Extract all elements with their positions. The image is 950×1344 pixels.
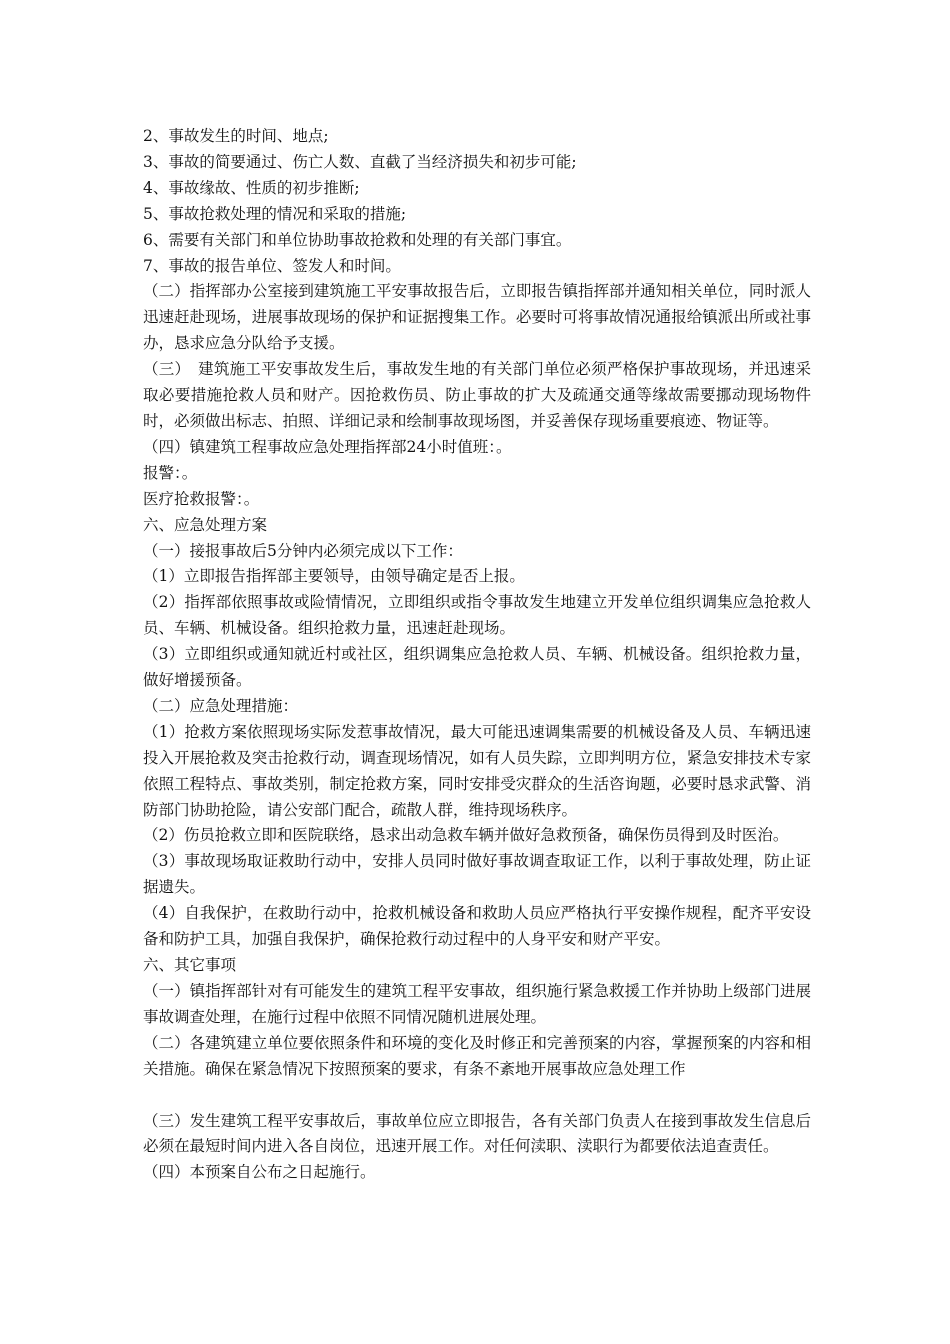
paragraph-duty-phone: （四）镇建筑工程事故应急处理指挥部24小时值班：。	[143, 437, 512, 456]
paragraph-scene-protection: （三） 建筑施工平安事故发生后，事故发生地的有关部门单位必须严格保护事故现场，并迅速采取必要措施抢救人员和财产。因抢救伤员、防止事故的扩大及疏通交通等缘故需要挪动现场物件时，必须做出标志、拍照、详细记录和绘制事故现场图，并妥善保存现场重要痕迹、物证等。	[143, 360, 811, 430]
report-item-2: 2、事故发生的时间、地点;	[143, 127, 329, 145]
blank-line	[143, 1083, 811, 1109]
paragraph-medical-phone: 医疗抢救报警：。	[143, 489, 260, 508]
document-page	[143, 124, 811, 1186]
paragraph-other-4: （四）本预案自公布之日起施行。	[143, 1163, 376, 1182]
report-item-4: 4、事故缘故、性质的初步推断;	[143, 178, 360, 197]
paragraph-office-report: （二）指挥部办公室接到建筑施工平安事故报告后，立即报告镇指挥部并通知相关单位，同时派人迅速赶赴现场，进展事故现场的保护和证据搜集工作。必要时可将事故情况通报给镇派出所或社事办，恳求应急分队给予支援。	[143, 282, 811, 353]
paragraph-other-3: （三）发生建筑工程平安事故后，事故单位应立即报告，各有关部门负责人在接到事故发生信息后必须在最短时间内进入各自岗位，迅速开展工作。对任何渎职、渎职行为都要依法追查责任。	[143, 1111, 811, 1156]
report-item-7: 7、事故的报告单位、签发人和时间。	[143, 256, 401, 275]
paragraph-step-2: （2）指挥部依照事故或险情情况，立即组织或指令事故发生地建立开发单位组织调集应急抢救人员、车辆、机械设备。组织抢救力量，迅速赶赴现场。	[143, 593, 811, 638]
paragraph-measure-3: （3）事故现场取证救助行动中，安排人员同时做好事故调查取证工作，以利于事故处理，防止证据遗失。	[143, 852, 811, 897]
paragraph-measure-2: （2）伤员抢救立即和医院联络，恳求出动急救车辆并做好急救预备，确保伤员得到及时医治。	[143, 826, 789, 845]
paragraph-step-3: （3）立即组织或通知就近村或社区，组织调集应急抢救人员、车辆、机械设备。组织抢救力量，做好增援预备。	[143, 645, 811, 690]
paragraph-police-phone: 报警：。	[143, 463, 198, 482]
paragraph-measure-1: （1）抢救方案依照现场实际发惹事故情况，最大可能迅速调集需要的机械设备及人员、车辆迅速投入开展抢救及突击抢救行动，调查现场情况，如有人员失踪，立即判明方位，紧急安排技术专家依照工程特点、事故类别，制定抢救方案，同时安排受灾群众的生活咨询题，必要时恳求武警、消防部门协助抢险，请公安部门配合，疏散人群，维持现场秩序。	[143, 722, 811, 819]
paragraph-measure-4: （4）自我保护，在救助行动中，抢救机械设备和救助人员应严格执行平安操作规程，配齐平安设备和防护工具，加强自我保护，确保抢救行动过程中的人身平安和财产平安。	[143, 904, 811, 949]
section-heading-other: 六、其它事项	[143, 956, 237, 974]
report-item-3: 3、事故的简要通过、伤亡人数、直截了当经济损失和初步可能;	[143, 152, 577, 171]
section-heading-emergency-plan: 六、应急处理方案	[143, 515, 268, 534]
paragraph-other-2: （二）各建筑建立单位要依照条件和环境的变化及时修正和完善预案的内容，掌握预案的内容和相关措施。确保在紧急情况下按照预案的要求，有条不紊地开展事故应急处理工作	[143, 1033, 811, 1078]
report-item-6: 6、需要有关部门和单位协助事故抢救和处理的有关部门事宜。	[143, 230, 572, 249]
subheading-measures: （二）应急处理措施：	[143, 696, 299, 715]
report-item-5: 5、事故抢救处理的情况和采取的措施;	[143, 204, 407, 223]
paragraph-other-1: （一）镇指挥部针对有可能发生的建筑工程平安事故，组织施行紧急救援工作并协助上级部门进展事故调查处理，在施行过程中依照不同情况随机进展处理。	[143, 981, 811, 1026]
paragraph-five-minutes: （一）接报事故后5分钟内必须完成以下工作：	[143, 541, 463, 560]
paragraph-step-1: （1）立即报告指挥部主要领导，由领导确定是否上报。	[143, 567, 525, 586]
